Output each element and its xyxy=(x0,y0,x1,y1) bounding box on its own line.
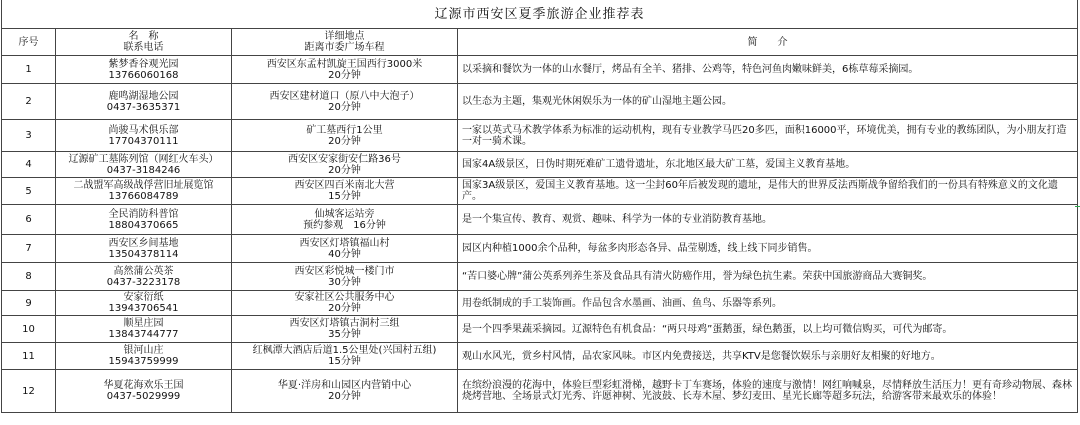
contact-phone: 13504378114 xyxy=(108,248,179,260)
row-name-cell xyxy=(56,316,232,343)
travel-time: 30分钟 xyxy=(328,276,361,288)
address: 安家社区公共服务中心 xyxy=(294,292,395,303)
travel-time: 40分钟 xyxy=(328,248,361,260)
intro-text: 观山水风光，赏乡村风情，品农家风味。市区内免费接送，共享KTV是您餐饮娱乐与亲朋好友相聚的好地方。 xyxy=(462,350,941,362)
contact-phone: 13843744777 xyxy=(108,329,179,340)
intro-text: 用卷纸制成的手工装饰画。作品包含水墨画、油画、鱼鸟、乐器等系列。 xyxy=(462,297,782,309)
header-phone-label: 联系电话 xyxy=(123,42,164,53)
travel-time: 20分钟 xyxy=(328,69,361,81)
visit-note xyxy=(235,220,454,231)
recommendation-sheet xyxy=(1,0,1079,425)
address: 西安区安家街安仁路36号 xyxy=(288,153,401,165)
row-location-cell xyxy=(232,370,458,413)
row-location-cell xyxy=(232,291,458,316)
enterprise-name: 尚骏马术俱乐部 xyxy=(108,124,179,136)
address: 华夏·洋房和山园区内营销中心 xyxy=(277,380,412,391)
address: 西安区灯塔镇古洞村三组 xyxy=(289,318,400,329)
travel-time: 20分钟 xyxy=(328,135,361,147)
travel-time: 35分钟 xyxy=(328,329,361,340)
enterprise-name: 银河山庄 xyxy=(123,345,164,356)
address: 西安区彩悦城一楼门市 xyxy=(294,265,395,277)
intro-text: 是一个集宣传、教育、观赏、趣味、科学为一体的专业消防教育基地。 xyxy=(462,214,772,225)
travel-time: 15分钟 xyxy=(328,191,361,202)
row-intro xyxy=(458,84,1078,120)
enterprise-name: 华夏花海欢乐王国 xyxy=(103,380,184,391)
contact-phone: 0437-5029999 xyxy=(106,391,181,402)
address: 西安区建材道口（原八中大泡子） xyxy=(269,90,420,102)
table-row xyxy=(2,343,1078,370)
row-location-cell xyxy=(232,263,458,291)
row-name-cell xyxy=(56,152,232,178)
title-row xyxy=(2,0,1078,29)
intro-text: 以生态为主题，集观光休闲娱乐为一体的矿山湿地主题公园。 xyxy=(462,96,732,107)
row-seq: 3 xyxy=(2,120,56,152)
contact-phone: 0437-3223178 xyxy=(106,276,181,288)
table-title: 辽源市西安区夏季旅游企业推荐表 xyxy=(2,0,1078,29)
row-intro xyxy=(458,263,1078,291)
travel-time: 20分钟 xyxy=(328,303,361,314)
intro-text: 以采摘和餐饮为一体的山水餐厅，烤品有全羊、猪排、公鸡等，特色河鱼肉嫩味鲜美，6栋草莓采摘园。 xyxy=(462,64,919,75)
row-name-cell xyxy=(56,263,232,291)
header-name xyxy=(56,29,232,56)
header-seq: 序号 xyxy=(2,29,56,56)
table-row xyxy=(2,205,1078,235)
table-row xyxy=(2,120,1078,152)
intro-text: “苦口婆心牌”蒲公英系列养生茶及食品具有清火防癌作用，誉为绿色抗生素。荣获中国旅游商品大赛铜奖。 xyxy=(462,271,933,282)
table-row xyxy=(2,235,1078,263)
row-location-cell xyxy=(232,316,458,343)
header-row xyxy=(2,29,1078,56)
travel-time: 20分钟 xyxy=(328,391,361,402)
row-location-cell xyxy=(232,343,458,370)
contact-phone: 18804370665 xyxy=(108,219,179,231)
table-row xyxy=(2,152,1078,178)
travel-time: 20分钟 xyxy=(328,164,361,176)
address: 西安区东孟村凯旋王国西行3000米 xyxy=(266,58,423,70)
table-row xyxy=(2,178,1078,205)
contact-phone: 0437-3184246 xyxy=(106,164,181,176)
address: 仙城客运站旁 xyxy=(314,208,375,220)
enterprise-name: 全民消防科普馆 xyxy=(108,208,179,220)
row-seq: 5 xyxy=(2,178,56,205)
row-seq: 7 xyxy=(2,235,56,263)
row-name-cell xyxy=(56,291,232,316)
travel-time: 20分钟 xyxy=(328,101,361,113)
row-location-cell xyxy=(232,56,458,84)
enterprise-name: 高然蒲公英茶 xyxy=(113,265,174,277)
row-seq: 2 xyxy=(2,84,56,120)
intro-text: 国家4A级景区，日伪时期死难矿工遗骨遗址，东北地区最大矿工墓，爱国主义教育基地。 xyxy=(462,159,856,170)
row-intro xyxy=(458,205,1078,235)
intro-text: 在缤纷浪漫的花海中，体验巨型彩虹滑梯，越野卡丁车赛场，体验的速度与激情！网红响喊泉，尽情释放生活压力！更有奇珍动物展、森林烧烤营地、全场景式灯光秀、许愿神树、光波鼓、长寿木屋、梦幻麦田、星光长廊等超多玩法，给游客带来最欢乐的体验！ xyxy=(462,380,1072,402)
header-location xyxy=(232,29,458,56)
contact-phone: 13943706541 xyxy=(108,303,179,314)
contact-phone: 17704370111 xyxy=(108,135,179,147)
row-seq: 9 xyxy=(2,291,56,316)
table-row xyxy=(2,370,1078,413)
enterprise-name: 鹿鸣湖湿地公园 xyxy=(108,90,179,102)
row-seq: 1 xyxy=(2,56,56,84)
table-row xyxy=(2,56,1078,84)
table-row xyxy=(2,291,1078,316)
intro-text: 一家以英式马术教学体系为标准的运动机构，现有专业教学马匹20多匹，面积16000平，环境优美，拥有专业的教练团队，为小朋友打造一对一骑术课。 xyxy=(462,124,1067,147)
contact-phone: 13766084789 xyxy=(108,191,179,202)
row-seq: 12 xyxy=(2,370,56,413)
header-intro: 简 介 xyxy=(458,29,1078,56)
row-seq: 10 xyxy=(2,316,56,343)
table-row xyxy=(2,84,1078,120)
row-intro xyxy=(458,370,1078,413)
row-location-cell xyxy=(232,178,458,205)
row-name-cell xyxy=(56,205,232,235)
row-location-cell xyxy=(232,120,458,152)
address: 西安区灯塔镇福山村 xyxy=(299,237,390,249)
row-location-cell xyxy=(232,205,458,235)
row-location-cell xyxy=(232,152,458,178)
address: 矿工墓西行1公里 xyxy=(306,124,383,136)
contact-phone: 13766060168 xyxy=(108,69,179,81)
row-seq: 8 xyxy=(2,263,56,291)
row-name-cell xyxy=(56,56,232,84)
row-intro xyxy=(458,343,1078,370)
row-name-cell xyxy=(56,343,232,370)
intro-text: 是一个四季果蔬采摘园。辽源特色有机食品：“两只母鸡”蛋鹅蛋，绿色鹅蛋，以上均可微信购买，可代为邮寄。 xyxy=(462,323,953,335)
table-row xyxy=(2,263,1078,291)
row-intro xyxy=(458,316,1078,343)
row-name-cell xyxy=(56,178,232,205)
reservation-note: 预约参观 xyxy=(303,219,344,231)
row-seq: 4 xyxy=(2,152,56,178)
row-location-cell xyxy=(232,84,458,120)
address: 西安区四百米南北大营 xyxy=(294,180,395,191)
enterprise-name: 二战盟军高级战俘营旧址展览馆 xyxy=(73,180,214,191)
header-address-label: 详细地点 xyxy=(324,31,365,42)
contact-phone: 0437-3635371 xyxy=(106,101,181,113)
row-intro xyxy=(458,235,1078,263)
row-intro xyxy=(458,178,1078,205)
enterprise-name: 顺星庄园 xyxy=(123,318,164,329)
row-intro xyxy=(458,152,1078,178)
row-intro xyxy=(458,120,1078,152)
travel-time: 15分钟 xyxy=(328,356,361,367)
contact-phone: 15943759999 xyxy=(108,356,179,367)
enterprise-name: 安家衍纸 xyxy=(123,292,164,303)
row-intro xyxy=(458,291,1078,316)
row-seq: 6 xyxy=(2,205,56,235)
cell-fill-handle xyxy=(1075,206,1080,207)
row-seq: 11 xyxy=(2,343,56,370)
enterprise-name: 紫梦香谷观光园 xyxy=(108,58,179,70)
enterprise-name: 辽源矿工墓陈列馆（网红火车头） xyxy=(68,153,219,165)
intro-text: 园区内种植1000余个品种，每盆多肉形态各异、晶莹剔透，线上线下同步销售。 xyxy=(462,243,818,254)
row-name-cell xyxy=(56,370,232,413)
row-intro xyxy=(458,56,1078,84)
header-time-label: 距离市委广场车程 xyxy=(304,42,385,53)
intro-text: 国家3A级景区，爱国主义教育基地。这一尘封60年后被发现的遗址，是伟大的世界反法西斯战争留给我们的一份具有特殊意义的文化遗产。 xyxy=(462,180,1058,202)
travel-time: 16分钟 xyxy=(353,219,386,231)
row-name-cell xyxy=(56,84,232,120)
enterprise-table xyxy=(1,0,1078,413)
enterprise-name: 西安区乡间基地 xyxy=(108,237,179,249)
row-name-cell xyxy=(56,120,232,152)
table-row xyxy=(2,316,1078,343)
row-name-cell xyxy=(56,235,232,263)
header-name-label: 名 称 xyxy=(128,31,159,42)
address: 红枫潭大酒店后道1.5公里处(兴国村五组) xyxy=(252,345,437,356)
row-location-cell xyxy=(232,235,458,263)
